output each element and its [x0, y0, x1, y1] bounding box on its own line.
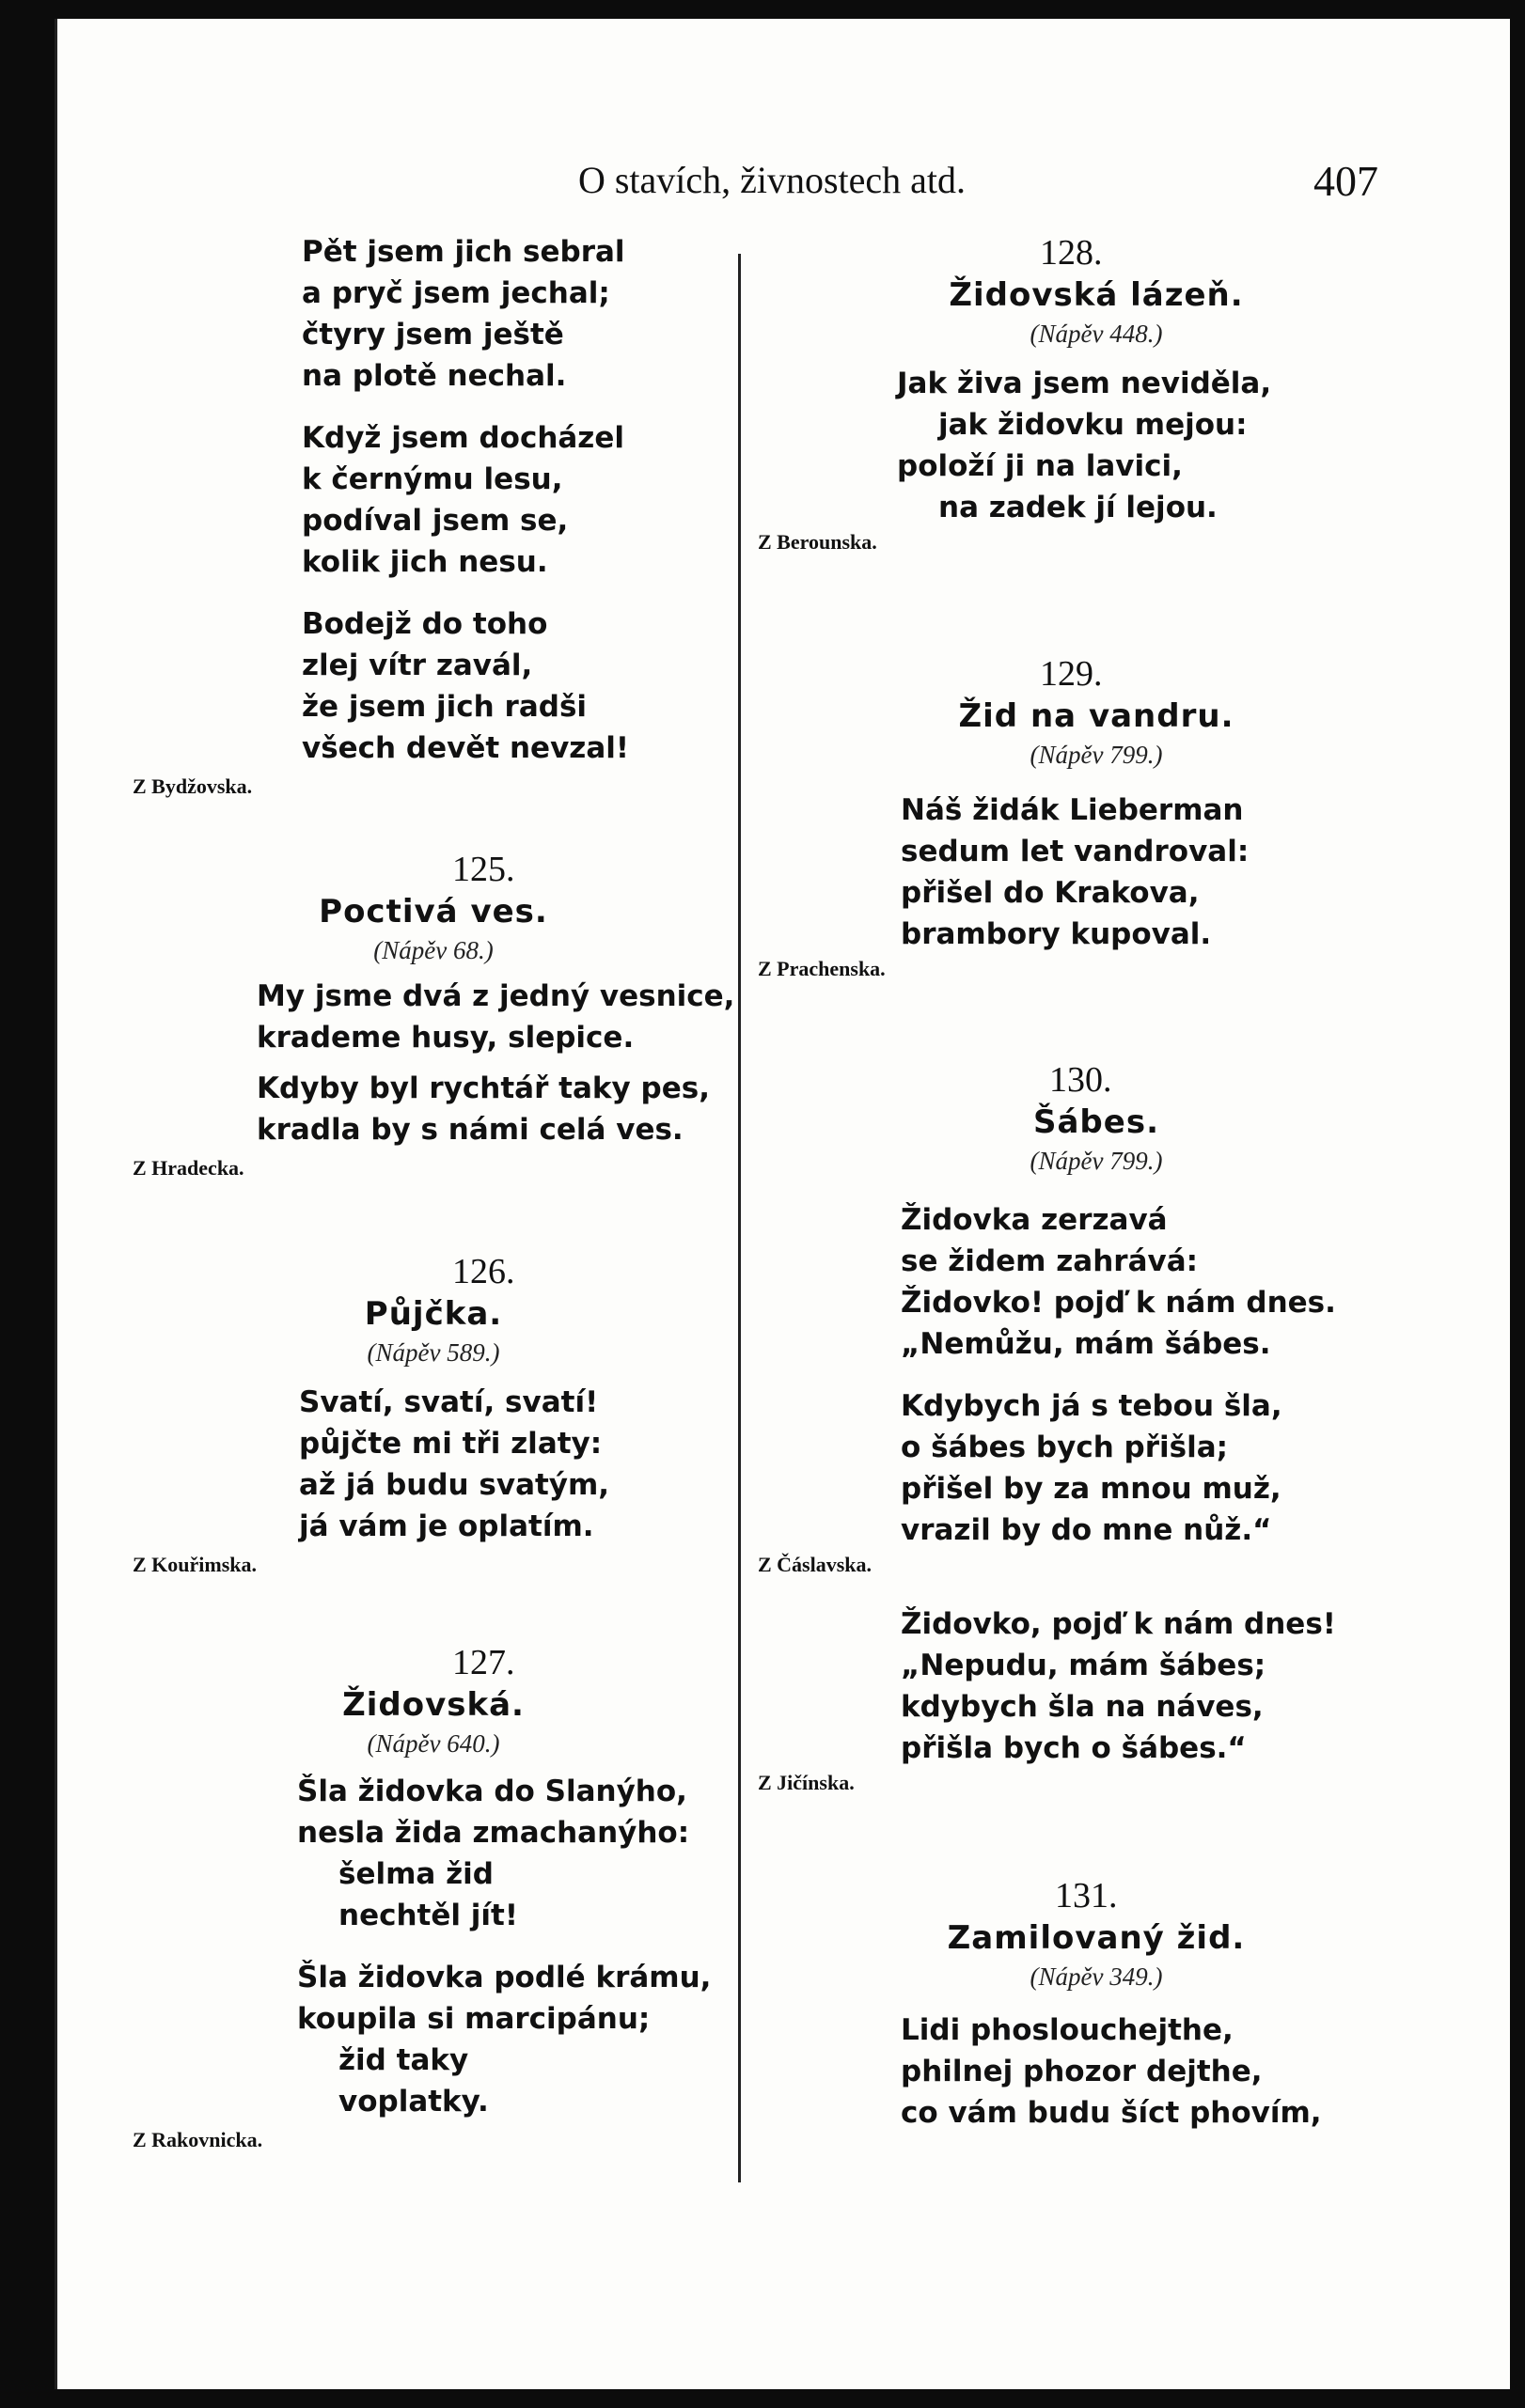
verse-line: koupila si marcipánu; [297, 2002, 651, 2036]
stanza [257, 1068, 734, 1150]
verse-line: přišel do Krakova, [901, 876, 1200, 910]
song-title: Půjčka. [364, 1295, 503, 1333]
stanza [901, 1199, 1435, 1365]
verse-line: že jsem jich radši [302, 690, 588, 724]
song-128 [758, 231, 1435, 556]
stanza [901, 2009, 1435, 2134]
song-title: Poctivá ves. [319, 893, 548, 930]
verse-line: sedum let vandroval: [901, 835, 1250, 868]
verse-line: co vám budu šíct phovím, [901, 2096, 1322, 2130]
verse-line: Jak živa jsem neviděla, [897, 367, 1272, 400]
verse-line: vrazil by do mne nůž.“ [901, 1513, 1272, 1547]
book-page [55, 19, 1510, 2389]
stanza [302, 603, 734, 769]
stanza [901, 1603, 1435, 1769]
verse-line: philnej phozor dejthe, [901, 2055, 1263, 2088]
stanza [302, 231, 734, 397]
stanza [901, 790, 1435, 955]
source-region: Z Berounska. [758, 530, 877, 554]
tune-reference: (Nápěv 640.) [367, 1729, 500, 1758]
verse-line: o šábes bych přišla; [901, 1431, 1229, 1464]
verse-line: Šla židovka do Slanýho, [297, 1775, 687, 1808]
source-region: Z Kouřimska. [133, 1553, 258, 1576]
verse-line: Židovka zerzavá [901, 1203, 1168, 1237]
stanza [297, 1957, 734, 2122]
song-130 [758, 1058, 1435, 1797]
verse-line: Židovko! pojď k nám dnes. [901, 1286, 1336, 1320]
stanza [901, 1385, 1435, 1551]
source-region: Z Prachenska. [758, 957, 886, 980]
tune-reference: (Nápěv 799.) [1030, 1147, 1163, 1175]
verse-line: přišla bych o šábes.“ [901, 1731, 1247, 1765]
song-number: 131. [1055, 1876, 1118, 1915]
verse-line: k černýmu lesu, [302, 462, 563, 496]
running-head: O stavích, živnostech atd. [577, 159, 967, 201]
source-region: Z Jičínska. [758, 1771, 855, 1794]
verse-line: Židovko, pojď k nám dnes! [901, 1607, 1336, 1641]
verse-line: Kdyby byl rychtář taky pes, [257, 1071, 710, 1105]
verse-line: kradla by s námi celá ves. [257, 1113, 684, 1147]
stanza [302, 417, 734, 583]
song-129 [758, 652, 1435, 983]
source-region: Z Hradecka. [133, 1156, 244, 1180]
verse-line: a pryč jsem jechal; [302, 276, 610, 310]
verse-line: na zadek jí lejou. [938, 491, 1218, 524]
verse-line: žid taky [338, 2043, 469, 2077]
verse-line: kolik jich nesu. [302, 545, 548, 579]
song-number: 126. [452, 1252, 515, 1291]
verse-line: podíval jsem se, [302, 504, 569, 538]
source-region: Z Rakovnicka. [133, 2128, 263, 2151]
tune-reference: (Nápěv 349.) [1030, 1962, 1163, 1991]
verse-line: Lidi phoslouchejthe, [901, 2013, 1234, 2047]
column-divider [738, 254, 741, 2182]
verse-line: Pět jsem jich sebral [302, 235, 625, 269]
page-number: 407 [1313, 157, 1378, 205]
verse-line: brambory kupoval. [901, 917, 1212, 951]
tune-reference: (Nápěv 799.) [1030, 741, 1163, 769]
song-continuation [133, 231, 734, 801]
verse-line: šelma žid [338, 1857, 494, 1891]
stanza [897, 363, 1435, 528]
verse-line: čtyry jsem ještě [302, 318, 564, 352]
song-125 [133, 848, 734, 1182]
tune-reference: (Nápěv 589.) [367, 1338, 500, 1367]
song-number: 127. [452, 1643, 515, 1682]
song-title: Židovská. [342, 1686, 525, 1724]
source-region: Z Bydžovska. [133, 774, 253, 798]
stanza [299, 1382, 734, 1547]
verse-line: půjčte mi tři zlaty: [299, 1427, 603, 1461]
verse-line: všech devět nevzal! [302, 731, 630, 765]
verse-line: Šla židovka podlé krámu, [297, 1961, 712, 1994]
verse-line: Náš židák Lieberman [901, 793, 1244, 827]
verse-line: nesla žida zmachanýho: [297, 1816, 690, 1850]
verse-line: „Nepudu, mám šábes; [901, 1649, 1266, 1682]
verse-line: přišel by za mnou muž, [901, 1472, 1281, 1506]
verse-line: až já budu svatým, [299, 1468, 610, 1502]
song-title: Zamilovaný žid. [947, 1919, 1246, 1957]
verse-line: voplatky. [338, 2085, 489, 2119]
verse-line: Svatí, svatí, svatí! [299, 1385, 599, 1419]
song-131 [758, 1874, 1435, 2134]
song-126 [133, 1250, 734, 1579]
source-region: Z Čáslavska. [758, 1553, 873, 1576]
verse-line: kdybych šla na náves, [901, 1690, 1264, 1724]
verse-line: Když jsem docházel [302, 421, 624, 455]
verse-line: já vám je oplatím. [299, 1509, 594, 1543]
verse-line: „Nemůžu, mám šábes. [901, 1327, 1271, 1361]
song-number: 125. [452, 850, 515, 889]
verse-line: jak židovku mejou: [938, 408, 1248, 442]
song-title: Žid na vandru. [958, 697, 1234, 735]
song-number: 130. [1049, 1060, 1112, 1100]
song-number: 129. [1040, 654, 1103, 694]
tune-reference: (Nápěv 448.) [1030, 320, 1163, 348]
song-title: Židovská lázeň. [949, 276, 1244, 314]
verse-line: položí ji na lavici, [897, 449, 1183, 483]
verse-line: zlej vítr zavál, [302, 649, 533, 682]
verse-line: My jsme dvá z jedný vesnice, [257, 979, 735, 1013]
tune-reference: (Nápěv 68.) [373, 936, 494, 964]
song-title: Šábes. [1033, 1103, 1159, 1141]
stanza [257, 976, 734, 1058]
verse-line: Kdybych já s tebou šla, [901, 1389, 1282, 1423]
verse-line: nechtěl jít! [338, 1899, 519, 1932]
song-127 [133, 1641, 734, 2154]
verse-line: se židem zahrává: [901, 1244, 1199, 1278]
verse-line: Bodejž do toho [302, 607, 548, 641]
verse-line: na plotě nechal. [302, 359, 567, 393]
song-number: 128. [1040, 233, 1103, 273]
stanza [297, 1771, 734, 1936]
verse-line: krademe husy, slepice. [257, 1021, 635, 1055]
